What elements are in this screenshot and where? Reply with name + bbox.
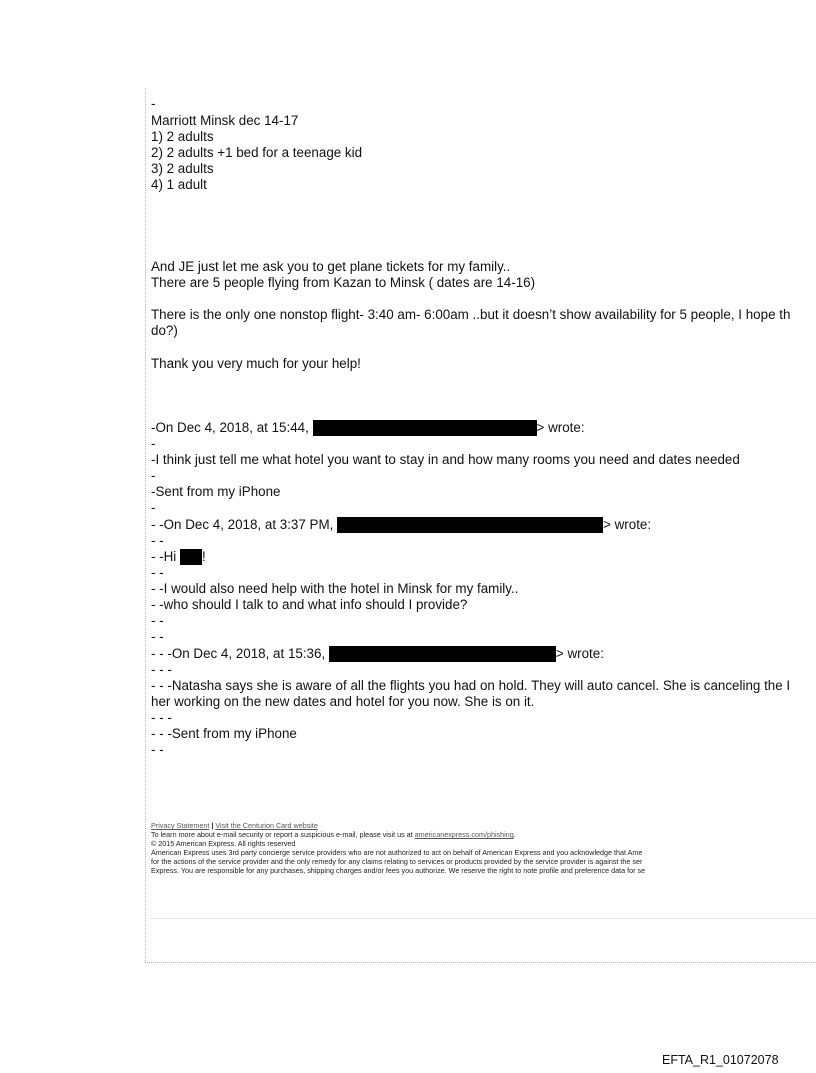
quote-dash: - - - xyxy=(151,710,172,725)
quote-dash: - - xyxy=(151,533,164,548)
greeting-line xyxy=(151,549,206,565)
greeting-end: ! xyxy=(202,549,206,564)
bates-number: EFTA_R1_01072078 xyxy=(662,1053,779,1067)
phishing-link[interactable]: americanexpress.com/phishing xyxy=(414,830,514,839)
hotel-help-line: - -I would also need help with the hotel in Minsk for my family.. xyxy=(151,581,519,596)
quote-header-3 xyxy=(151,646,604,662)
who-to-talk-line: - -who should I talk to and what info should I provide? xyxy=(151,597,468,612)
quote-header-2-wrote: > wrote: xyxy=(603,517,652,532)
quote-dash: - xyxy=(151,436,156,451)
natasha-line-cont: her working on the new dates and hotel for you now. She is on it. xyxy=(151,694,535,709)
frame-divider xyxy=(145,962,816,963)
redaction-block xyxy=(313,420,537,436)
travel-details: There are 5 people flying from Kazan to Minsk ( dates are 14-16) xyxy=(151,275,536,290)
quote-header-1-text: -On Dec 4, 2018, at 15:44, xyxy=(151,420,309,435)
security-end: . xyxy=(513,830,516,839)
hotel-heading: Marriott Minsk dec 14-17 xyxy=(151,113,299,128)
quote-dash: - - xyxy=(151,742,164,757)
disclaimer-line-3: Express. You are responsible for any purchases, shipping charges and/or fees you authorize. We reserve the right to note profile and preference data for se xyxy=(151,866,646,875)
flight-info: There is the only one nonstop flight- 3:40 am- 6:00am ..but it doesn’t show availability for 5 people, I hope th xyxy=(151,307,791,322)
quote-header-3-text: - - -On Dec 4, 2018, at 15:36, xyxy=(151,646,326,661)
natasha-line: - - -Natasha says she is aware of all the flights you had on hold. They will auto cancel. She is canceling the I xyxy=(151,678,791,693)
quote-header-2 xyxy=(151,517,651,533)
quote-header-3-wrote: > wrote: xyxy=(555,646,604,661)
privacy-statement-link[interactable]: Privacy Statement xyxy=(151,821,210,830)
quote-dash: - - xyxy=(151,613,164,628)
signature-line: - - -Sent from my iPhone xyxy=(151,726,297,741)
quote-dash: - - xyxy=(151,565,164,580)
quote-header-2-text: - -On Dec 4, 2018, at 3:37 PM, xyxy=(151,517,334,532)
quote-dash: - xyxy=(151,500,156,515)
room-line-3: 3) 2 adults xyxy=(151,161,214,176)
redaction-block xyxy=(329,646,556,662)
quote-dash: - xyxy=(151,468,156,483)
quote-dash: - xyxy=(151,96,156,111)
flight-info-cont: do?) xyxy=(151,323,178,338)
thank-you-line: Thank you very much for your help! xyxy=(151,356,361,371)
centurion-card-link[interactable]: Visit the Centurion Card website xyxy=(215,821,318,830)
signature-line: -Sent from my iPhone xyxy=(151,484,281,499)
quote-dash: - - xyxy=(151,629,164,644)
disclaimer-line-2: for the actions of the service provider and the only remedy for any claims relating to services or products provided by the service provider is against the ser xyxy=(151,857,643,866)
link-separator: | xyxy=(211,821,214,830)
tickets-request: And JE just let me ask you to get plane tickets for my family.. xyxy=(151,259,511,274)
quote-header-1 xyxy=(151,420,585,436)
quote-header-1-wrote: > wrote: xyxy=(536,420,585,435)
footer-divider xyxy=(151,918,816,920)
greeting-text: - -Hi xyxy=(151,549,177,564)
room-line-1: 1) 2 adults xyxy=(151,129,214,144)
copyright: © 2015 American Express. All rights reserved xyxy=(151,839,296,848)
security-text: To learn more about e-mail security or report a suspicious e-mail, please visit us at xyxy=(151,830,413,839)
room-line-4: 4) 1 adult xyxy=(151,177,207,192)
redaction-block xyxy=(180,549,202,565)
reply-line: -I think just tell me what hotel you want to stay in and how many rooms you need and dates needed xyxy=(151,452,740,467)
redaction-block xyxy=(337,517,603,533)
disclaimer-line-1: American Express uses 3rd party concierge service providers who are not authorized to act on behalf of American Express and you acknowledge that Ame xyxy=(151,848,643,857)
room-line-2: 2) 2 adults +1 bed for a teenage kid xyxy=(151,145,363,160)
quote-dash: - - - xyxy=(151,662,172,677)
